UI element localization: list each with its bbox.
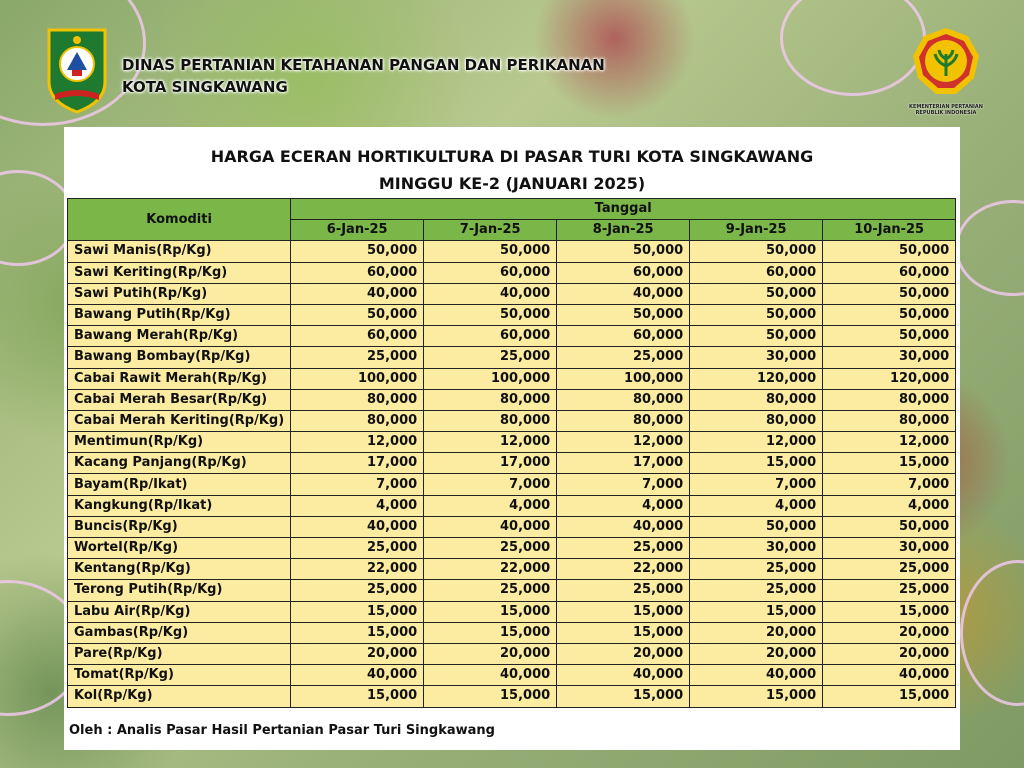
price-cell: 120,000 xyxy=(823,368,956,389)
date-column-header: 10-Jan-25 xyxy=(823,220,956,241)
price-cell: 15,000 xyxy=(557,601,690,622)
commodity-column-header: Komoditi xyxy=(68,199,291,241)
background-decoration xyxy=(955,200,1024,296)
price-cell: 25,000 xyxy=(690,559,823,580)
price-cell: 60,000 xyxy=(557,326,690,347)
price-cell: 22,000 xyxy=(424,559,557,580)
price-cell: 50,000 xyxy=(823,241,956,262)
agency-city: KOTA SINGKAWANG xyxy=(122,78,288,96)
price-cell: 15,000 xyxy=(823,601,956,622)
price-cell: 100,000 xyxy=(424,368,557,389)
table-row xyxy=(68,283,956,304)
commodity-name-cell: Bawang Putih(Rp/Kg) xyxy=(68,304,291,325)
date-column-header: 8-Jan-25 xyxy=(557,220,690,241)
table-row xyxy=(68,326,956,347)
price-cell: 120,000 xyxy=(690,368,823,389)
price-cell: 40,000 xyxy=(291,516,424,537)
price-cell: 30,000 xyxy=(690,538,823,559)
price-cell: 22,000 xyxy=(557,559,690,580)
price-cell: 15,000 xyxy=(690,453,823,474)
price-cell: 100,000 xyxy=(291,368,424,389)
table-row xyxy=(68,474,956,495)
price-report-panel xyxy=(64,127,960,750)
price-cell: 20,000 xyxy=(424,643,557,664)
commodity-name-cell: Cabai Merah Keriting(Rp/Kg) xyxy=(68,410,291,431)
price-cell: 17,000 xyxy=(291,453,424,474)
price-cell: 30,000 xyxy=(823,347,956,368)
price-cell: 25,000 xyxy=(424,580,557,601)
commodity-name-cell: Cabai Merah Besar(Rp/Kg) xyxy=(68,389,291,410)
commodity-name-cell: Sawi Keriting(Rp/Kg) xyxy=(68,262,291,283)
commodity-name-cell: Sawi Manis(Rp/Kg) xyxy=(68,241,291,262)
table-row xyxy=(68,241,956,262)
report-title: HARGA ECERAN HORTIKULTURA DI PASAR TURI KOTA SINGKAWANG xyxy=(210,147,814,166)
price-cell: 7,000 xyxy=(557,474,690,495)
price-cell: 15,000 xyxy=(823,453,956,474)
price-cell: 25,000 xyxy=(557,538,690,559)
price-cell: 20,000 xyxy=(690,622,823,643)
report-subtitle: MINGGU KE-2 (JANUARI 2025) xyxy=(378,174,646,193)
price-cell: 50,000 xyxy=(690,326,823,347)
price-cell: 60,000 xyxy=(823,262,956,283)
price-cell: 80,000 xyxy=(690,410,823,431)
ministry-emblem-icon xyxy=(911,26,981,98)
date-column-header: 9-Jan-25 xyxy=(690,220,823,241)
price-cell: 60,000 xyxy=(291,326,424,347)
price-cell: 7,000 xyxy=(424,474,557,495)
background-decoration xyxy=(960,560,1024,706)
price-cell: 40,000 xyxy=(823,665,956,686)
price-cell: 20,000 xyxy=(823,622,956,643)
price-cell: 22,000 xyxy=(291,559,424,580)
commodity-name-cell: Kangkung(Rp/Ikat) xyxy=(68,495,291,516)
commodity-name-cell: Wortel(Rp/Kg) xyxy=(68,538,291,559)
price-cell: 4,000 xyxy=(690,495,823,516)
price-cell: 25,000 xyxy=(291,347,424,368)
price-cell: 80,000 xyxy=(424,410,557,431)
price-cell: 25,000 xyxy=(424,538,557,559)
price-cell: 40,000 xyxy=(424,516,557,537)
table-row xyxy=(68,495,956,516)
price-cell: 50,000 xyxy=(823,516,956,537)
table-row xyxy=(68,347,956,368)
date-column-header: 6-Jan-25 xyxy=(291,220,424,241)
table-row xyxy=(68,559,956,580)
commodity-name-cell: Sawi Putih(Rp/Kg) xyxy=(68,283,291,304)
price-cell: 40,000 xyxy=(291,283,424,304)
price-cell: 50,000 xyxy=(424,241,557,262)
commodity-name-cell: Kol(Rp/Kg) xyxy=(68,686,291,707)
commodity-name-cell: Terong Putih(Rp/Kg) xyxy=(68,580,291,601)
table-row xyxy=(68,389,956,410)
price-cell: 100,000 xyxy=(557,368,690,389)
agency-title xyxy=(122,54,605,98)
table-row xyxy=(68,262,956,283)
price-cell: 20,000 xyxy=(690,643,823,664)
price-cell: 40,000 xyxy=(557,516,690,537)
price-cell: 80,000 xyxy=(823,389,956,410)
price-cell: 15,000 xyxy=(557,622,690,643)
price-cell: 20,000 xyxy=(291,643,424,664)
price-cell: 40,000 xyxy=(424,283,557,304)
price-cell: 50,000 xyxy=(690,304,823,325)
table-row xyxy=(68,601,956,622)
table-header-row xyxy=(68,199,956,220)
price-cell: 12,000 xyxy=(823,432,956,453)
table-row xyxy=(68,410,956,431)
price-cell: 50,000 xyxy=(291,304,424,325)
price-cell: 15,000 xyxy=(690,601,823,622)
price-cell: 40,000 xyxy=(690,665,823,686)
price-cell: 15,000 xyxy=(823,686,956,707)
price-cell: 80,000 xyxy=(823,410,956,431)
price-cell: 80,000 xyxy=(291,389,424,410)
price-cell: 50,000 xyxy=(690,283,823,304)
commodity-name-cell: Kacang Panjang(Rp/Kg) xyxy=(68,453,291,474)
commodity-name-cell: Tomat(Rp/Kg) xyxy=(68,665,291,686)
table-row xyxy=(68,622,956,643)
table-row xyxy=(68,665,956,686)
commodity-name-cell: Bawang Merah(Rp/Kg) xyxy=(68,326,291,347)
commodity-name-cell: Bawang Bombay(Rp/Kg) xyxy=(68,347,291,368)
table-row xyxy=(68,538,956,559)
price-cell: 15,000 xyxy=(424,601,557,622)
ministry-logo xyxy=(898,26,994,126)
price-cell: 20,000 xyxy=(557,643,690,664)
price-cell: 60,000 xyxy=(291,262,424,283)
ministry-caption: KEMENTERIAN PERTANIAN REPUBLIK INDONESIA xyxy=(909,104,983,116)
report-footer: Oleh : Analis Pasar Hasil Pertanian Pasar Turi Singkawang xyxy=(69,723,495,738)
price-cell: 80,000 xyxy=(690,389,823,410)
price-cell: 7,000 xyxy=(690,474,823,495)
commodity-name-cell: Labu Air(Rp/Kg) xyxy=(68,601,291,622)
price-cell: 80,000 xyxy=(291,410,424,431)
price-cell: 12,000 xyxy=(557,432,690,453)
price-cell: 40,000 xyxy=(291,665,424,686)
date-group-header: Tanggal xyxy=(291,199,956,220)
price-cell: 15,000 xyxy=(291,601,424,622)
price-cell: 17,000 xyxy=(557,453,690,474)
price-cell: 4,000 xyxy=(823,495,956,516)
price-cell: 80,000 xyxy=(557,389,690,410)
price-cell: 12,000 xyxy=(291,432,424,453)
price-cell: 50,000 xyxy=(690,516,823,537)
commodity-name-cell: Gambas(Rp/Kg) xyxy=(68,622,291,643)
table-row xyxy=(68,304,956,325)
price-cell: 12,000 xyxy=(424,432,557,453)
price-cell: 15,000 xyxy=(291,622,424,643)
price-cell: 40,000 xyxy=(557,283,690,304)
price-cell: 4,000 xyxy=(424,495,557,516)
price-cell: 40,000 xyxy=(557,665,690,686)
price-table xyxy=(67,198,956,708)
price-cell: 4,000 xyxy=(557,495,690,516)
commodity-name-cell: Bayam(Rp/Ikat) xyxy=(68,474,291,495)
price-cell: 7,000 xyxy=(823,474,956,495)
price-cell: 15,000 xyxy=(424,622,557,643)
price-cell: 17,000 xyxy=(424,453,557,474)
date-column-header: 7-Jan-25 xyxy=(424,220,557,241)
price-cell: 60,000 xyxy=(690,262,823,283)
price-cell: 25,000 xyxy=(823,559,956,580)
price-cell: 50,000 xyxy=(557,241,690,262)
price-cell: 80,000 xyxy=(424,389,557,410)
price-cell: 40,000 xyxy=(424,665,557,686)
city-emblem-logo xyxy=(45,26,109,114)
price-cell: 80,000 xyxy=(557,410,690,431)
price-cell: 50,000 xyxy=(424,304,557,325)
price-cell: 30,000 xyxy=(690,347,823,368)
table-row xyxy=(68,686,956,707)
price-cell: 7,000 xyxy=(291,474,424,495)
price-cell: 25,000 xyxy=(291,538,424,559)
price-cell: 25,000 xyxy=(424,347,557,368)
price-cell: 4,000 xyxy=(291,495,424,516)
table-row xyxy=(68,643,956,664)
commodity-name-cell: Cabai Rawit Merah(Rp/Kg) xyxy=(68,368,291,389)
price-cell: 25,000 xyxy=(823,580,956,601)
commodity-name-cell: Mentimun(Rp/Kg) xyxy=(68,432,291,453)
agency-name: DINAS PERTANIAN KETAHANAN PANGAN DAN PERIKANAN xyxy=(122,56,605,74)
price-cell: 25,000 xyxy=(291,580,424,601)
price-cell: 60,000 xyxy=(424,262,557,283)
table-row xyxy=(68,453,956,474)
commodity-name-cell: Kentang(Rp/Kg) xyxy=(68,559,291,580)
price-cell: 50,000 xyxy=(823,326,956,347)
price-cell: 50,000 xyxy=(291,241,424,262)
price-cell: 50,000 xyxy=(823,304,956,325)
price-cell: 20,000 xyxy=(823,643,956,664)
price-cell: 15,000 xyxy=(291,686,424,707)
table-row xyxy=(68,516,956,537)
table-row xyxy=(68,432,956,453)
table-row xyxy=(68,368,956,389)
price-cell: 15,000 xyxy=(690,686,823,707)
price-table-body xyxy=(68,241,956,707)
price-cell: 15,000 xyxy=(424,686,557,707)
commodity-name-cell: Buncis(Rp/Kg) xyxy=(68,516,291,537)
price-cell: 60,000 xyxy=(557,262,690,283)
price-cell: 50,000 xyxy=(557,304,690,325)
price-cell: 30,000 xyxy=(823,538,956,559)
price-cell: 15,000 xyxy=(557,686,690,707)
price-cell: 50,000 xyxy=(690,241,823,262)
price-cell: 25,000 xyxy=(557,347,690,368)
price-cell: 12,000 xyxy=(690,432,823,453)
commodity-name-cell: Pare(Rp/Kg) xyxy=(68,643,291,664)
price-cell: 50,000 xyxy=(823,283,956,304)
table-row xyxy=(68,580,956,601)
price-cell: 25,000 xyxy=(690,580,823,601)
price-cell: 60,000 xyxy=(424,326,557,347)
price-cell: 25,000 xyxy=(557,580,690,601)
